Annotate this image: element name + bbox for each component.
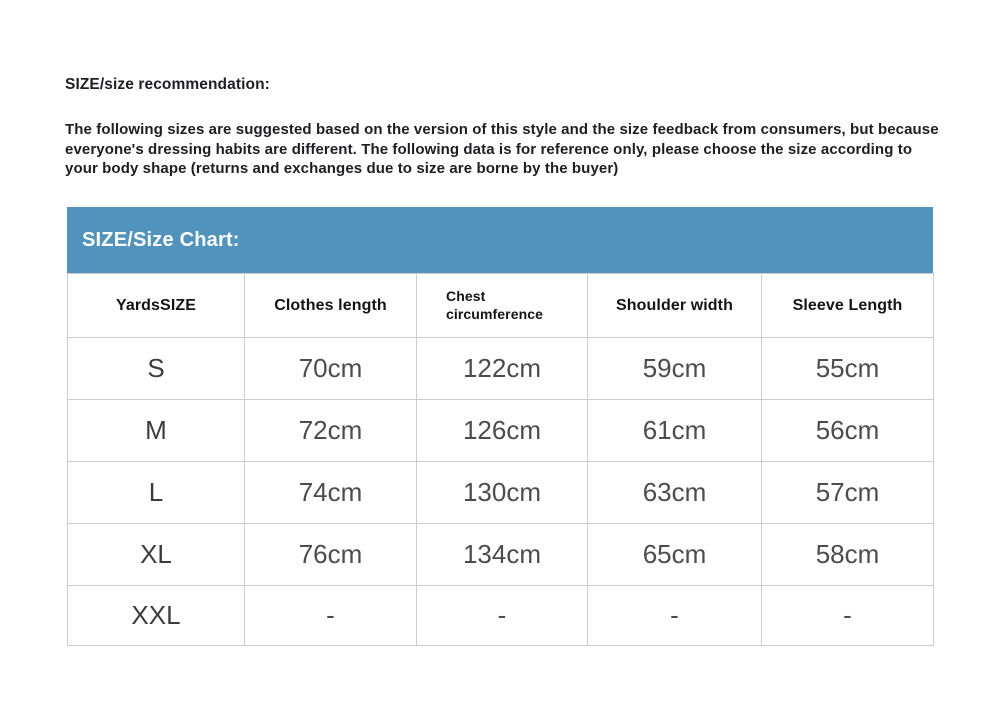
cell-shoulder-width: 65cm xyxy=(588,524,762,586)
table-row-xl xyxy=(68,524,934,586)
cell-clothes-length: 74cm xyxy=(245,462,417,524)
cell-shoulder-width: 61cm xyxy=(588,400,762,462)
table-row-s xyxy=(68,338,934,400)
cell-clothes-length: 76cm xyxy=(245,524,417,586)
cell-sleeve-length: 58cm xyxy=(762,524,934,586)
header-cell-clothes-length: Clothes length xyxy=(245,274,417,338)
cell-size-label: L xyxy=(68,462,245,524)
table-row-m xyxy=(68,400,934,462)
cell-chest-circumference: 122cm xyxy=(417,338,588,400)
cell-chest-circumference: 130cm xyxy=(417,462,588,524)
cell-clothes-length: 72cm xyxy=(245,400,417,462)
cell-sleeve-length: 55cm xyxy=(762,338,934,400)
size-recommendation-heading: SIZE/size recommendation: xyxy=(65,76,270,93)
cell-clothes-length: 70cm xyxy=(245,338,417,400)
cell-sleeve-length: 56cm xyxy=(762,400,934,462)
cell-clothes-length: - xyxy=(245,586,417,646)
cell-size-label: XL xyxy=(68,524,245,586)
cell-shoulder-width: - xyxy=(588,586,762,646)
header-cell-chest-circumference xyxy=(417,274,588,338)
cell-size-label: S xyxy=(68,338,245,400)
size-recommendation-paragraph: The following sizes are suggested based on the version of this style and the size feedback from consumers, but because everyone's dressing habits are different. The following data is for reference only, please choose the size according to your body shape (returns and exchanges due to size are borne by the buyer) xyxy=(65,121,939,177)
header-cell-size: YardsSIZE xyxy=(68,274,245,338)
header-cell-chest-circumference-label: Chest circumference xyxy=(446,288,544,322)
size-chart-table xyxy=(67,273,934,646)
cell-shoulder-width: 59cm xyxy=(588,338,762,400)
cell-sleeve-length: 57cm xyxy=(762,462,934,524)
size-chart-banner-title: SIZE/Size Chart: xyxy=(82,228,240,251)
table-row-l xyxy=(68,462,934,524)
cell-size-label: M xyxy=(68,400,245,462)
header-cell-sleeve-length: Sleeve Length xyxy=(762,274,934,338)
header-cell-shoulder-width: Shoulder width xyxy=(588,274,762,338)
size-chart-banner xyxy=(67,207,933,273)
cell-chest-circumference: 134cm xyxy=(417,524,588,586)
cell-shoulder-width: 63cm xyxy=(588,462,762,524)
cell-chest-circumference: - xyxy=(417,586,588,646)
table-header-row xyxy=(68,274,934,338)
cell-chest-circumference: 126cm xyxy=(417,400,588,462)
cell-sleeve-length: - xyxy=(762,586,934,646)
cell-size-label: XXL xyxy=(68,586,245,646)
table-row-xxl xyxy=(68,586,934,646)
